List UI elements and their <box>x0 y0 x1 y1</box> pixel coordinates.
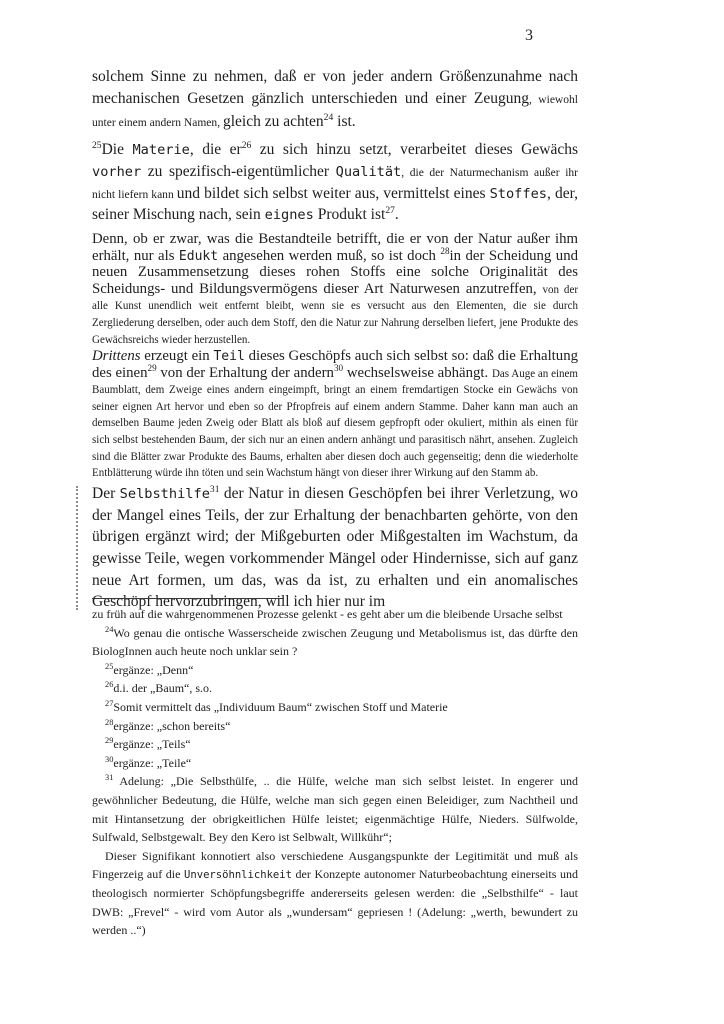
text-run: 30 <box>333 362 344 373</box>
paragraph-selbsthilfe <box>92 483 578 613</box>
text-run: Qualität <box>335 164 402 181</box>
text-run: zu spezifisch-eigentümlicher <box>141 163 336 181</box>
footnote-continuation <box>92 605 578 624</box>
text-run: 25 <box>92 140 102 152</box>
text-run: 26 <box>241 140 252 152</box>
text-run: in der Scheidung und neuen Zusammensetzung dieses rohen Stoffs eine solche Originalität des Scheidungs- und Bildungsvermögens dieser Art Naturwesen anzutreffen, <box>92 247 578 297</box>
text-run: . <box>394 206 399 224</box>
text-run: von der Erhaltung der andern <box>156 364 334 381</box>
text-run: 27 <box>105 698 114 708</box>
text-run: und bildet sich selbst weiter aus, vermittelst eines <box>176 184 490 202</box>
text-run: , wiewohl unter einem andern Namen, <box>92 94 578 129</box>
footnote-24 <box>92 624 578 661</box>
footnote-28 <box>92 717 578 736</box>
footnote-area <box>92 598 578 940</box>
text-run: 26 <box>105 680 114 690</box>
text-run: ergänze: „Denn“ <box>113 662 194 677</box>
text-run: 24 <box>105 624 114 634</box>
paragraph-zeugung <box>92 66 578 133</box>
text-run: , der, seiner Mischung nach, sein <box>92 184 578 224</box>
footnote-30 <box>92 754 578 773</box>
text-run: Edukt <box>178 248 219 264</box>
text-run: 29 <box>105 736 114 746</box>
footnote-31 <box>92 772 578 846</box>
text-run: vorher <box>92 164 142 181</box>
main-text-block <box>92 66 578 481</box>
footnote-31-continued <box>92 847 578 940</box>
text-run: Unversöhnlichkeit <box>184 869 292 882</box>
text-run: von der alle Kunst unendlich weit entfernt bleibt, wenn sie es versucht aus den Elementen, die sie durch Zergliederung derselben, oder auch dem Stoff, den die Natur zur Nahrung derselben liefert, jene Produkte des Gewächsreichs wieder herzustellen. <box>92 283 578 346</box>
text-run: der Natur in diesen Geschöpfen bei ihrer Verletzung, wo der Mangel eines Teils, der zur Erhaltung der benachbarten gehörte, von den übrigen ergänzt wird; der Mißgeburten oder Mißgestalten im Wachstum, da gewisse Teile, wegen vorkommender Mängel oder Hindernisse, sich auf ganz neue Art formen, um das, was da ist, zu erhalten und ein anomalisches Geschöpf hervorzubringen, will ich hier nur im <box>92 485 578 611</box>
text-run: ist. <box>333 112 356 130</box>
footnote-25 <box>92 661 578 680</box>
text-run: , die der Naturmechanism außer ihr nicht liefern kann <box>92 167 578 201</box>
text-run: Selbsthilfe <box>119 486 210 502</box>
footnote-separator-rule <box>92 598 284 599</box>
footnote-27 <box>92 698 578 717</box>
text-run: Die <box>101 141 133 159</box>
text-run: Adelung: „Die Selbsthülfe, .. die Hülfe, welche man sich selbst leistet. In engerer und gewöhnlicher Bedeutung, die Hülfe, welche man sich gegen einen Beleidiger, zum Nachtheil und mit Hintansetzung der obrigkeitlichen Hülfe leistet; eigenmächtige Hülfe, Nieders. Sülfwolde, Sulfwald, Selbstgewalt. Bey den Kero ist Selbwalt, Willkühr“; <box>92 774 578 845</box>
text-run: Stoffes <box>489 185 547 202</box>
paragraph-edukt <box>92 231 578 347</box>
text-run: ergänze: „Teile“ <box>113 755 192 770</box>
text-run: 28 <box>105 717 114 727</box>
text-run: Produkt ist <box>313 206 386 224</box>
text-run: eignes <box>264 207 314 224</box>
text-run: ergänze: „Teils“ <box>113 737 191 752</box>
text-run: wechselsweise abhängt. <box>343 364 492 381</box>
text-run: 30 <box>105 754 114 764</box>
text-run: Dieser Signifikant konnotiert also verschiedene Ausgangspunkte der Legitimität und muß als Fingerzeig auf die <box>92 848 578 882</box>
text-run: Somit vermittelt das „Individuum Baum“ zwischen Stoff und Materie <box>113 699 448 714</box>
text-run: Materie <box>132 142 190 159</box>
text-run: 31 <box>209 483 220 495</box>
text-run: 31 <box>105 773 114 783</box>
text-run: 25 <box>105 661 114 671</box>
text-run: zu sich hinzu setzt, verarbeitet dieses Gewächs <box>251 141 578 159</box>
page-number: 3 <box>525 27 533 44</box>
text-run: der Konzepte autonomer Naturbeobachtung einerseits und theologisch normierter Schöpfungsbegriffe andererseits gelesen werden: die „Selbsthilfe“ - laut DWB: „Frevel“ - wird vom Autor als „wundersam“ gepriesen ! (Adelung: „werth, bewundert zu werden ..“) <box>92 867 578 938</box>
text-run: gleich zu achten <box>222 112 324 130</box>
selbsthilfe-block <box>92 483 578 613</box>
text-run: 24 <box>323 111 334 123</box>
text-run: Denn, ob er zwar, was die Bestandteile betrifft, die er von der Natur außer ihm erhält, nur als <box>92 231 578 264</box>
text-run: dieses Geschöpfs auch sich selbst so: daß die Erhaltung des einen <box>92 348 578 381</box>
text-run: solchem Sinne zu nehmen, daß er von jeder andern Größenzunahme nach mechanischen Gesetzen gänzlich unterschieden und einer Zeugung <box>92 68 578 108</box>
footnote-29 <box>92 735 578 754</box>
margin-dotted-line <box>76 486 78 610</box>
paragraph-materie <box>92 139 578 226</box>
text-run: Der <box>92 485 120 502</box>
text-run: zu früh auf die wahrgenommenen Prozesse gelenkt - es geht aber um die bleibende Ursache selbst <box>92 607 563 621</box>
text-run: 28 <box>440 245 450 256</box>
footnote-26 <box>92 679 578 698</box>
text-run: 27 <box>385 205 395 217</box>
paragraph-drittens <box>92 348 578 481</box>
text-run: erzeugt ein <box>140 348 214 365</box>
text-run: Das Auge an einem Baumblatt, dem Zweige eines andern eingeimpft, bringt an einem fremdartigen Stocke ein Gewächs von seiner eignen Art hervor und eben so der Pfropfreis auf einem andern Stamme. Daher kann man auch an demselben Baume jeden Zweig oder Blatt als bloß auf diesem gepfropft oder okuliert, mithin als einen für sich selbst bestehenden Baum, der sich nur an einen andern anhängt und parasitisch nährt, ansehen. Zugleich sind die Blätter zwar Produkte des Baums, erhalten aber diesen doch auch gegenseitig; denn die wiederholte Entblätterung würde ihn töten und sein Wachstum hängt von dieser ihrer Wirkung auf den Stamm ab. <box>92 367 578 480</box>
text-run: Teil <box>213 349 245 365</box>
text-run: Drittens <box>92 348 141 365</box>
text-run: d.i. der „Baum“, s.o. <box>113 681 213 696</box>
text-run: , die er <box>189 141 242 159</box>
text-run: angesehen werden muß, so ist doch <box>218 247 441 264</box>
text-run: ergänze: „schon bereits“ <box>113 718 231 733</box>
text-run: 29 <box>147 362 157 373</box>
text-run: Wo genau die ontische Wasserscheide zwischen Zeugung und Metabolismus ist, das dürfte den BiologInnen auch heute noch unklar sein ? <box>92 625 578 659</box>
